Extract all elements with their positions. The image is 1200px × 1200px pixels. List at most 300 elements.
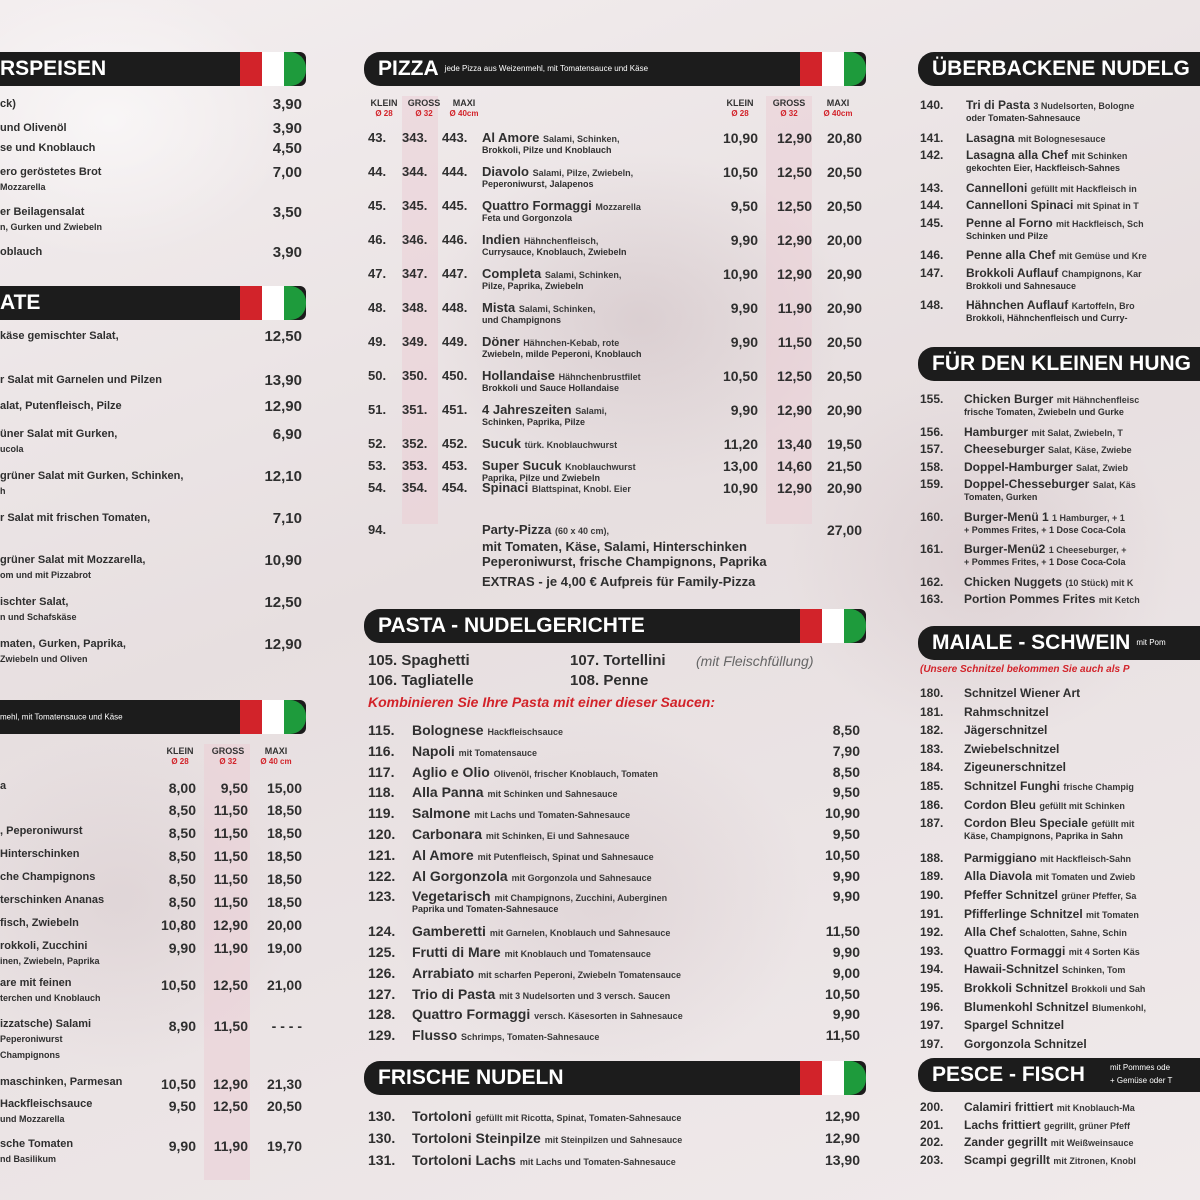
pasta-sort: 107. Tortellini [570, 652, 666, 669]
item-number-gross: 349. [402, 334, 428, 349]
item-number: 126. [368, 964, 396, 981]
price-klein: 10,80 [160, 917, 196, 933]
item-name: Chicken Nuggets [964, 574, 1063, 589]
price-maxi: 20,50 [826, 198, 862, 214]
item-text: rokkoli, Zucchini [0, 940, 88, 952]
menu-item [412, 888, 668, 915]
menu-item [0, 940, 100, 966]
item-number: 184. [920, 760, 944, 775]
item-price: 12,90 [824, 1130, 860, 1146]
pizza-item [482, 402, 607, 427]
item-number: 186. [920, 797, 944, 812]
menu-item [964, 477, 1136, 502]
menu-item [964, 686, 1080, 700]
price-klein: 9,50 [168, 1098, 196, 1114]
item-price: 12,90 [824, 1108, 860, 1124]
item-text: terschinken Ananas [0, 894, 105, 906]
price-klein: 10,50 [160, 1076, 196, 1092]
menu-item [964, 869, 1135, 883]
item-desc: (60 x 40 cm), [555, 526, 610, 536]
item-name: Scampi gegrillt [964, 1152, 1051, 1167]
item-name: Lachs frittiert [964, 1117, 1041, 1132]
item-number: 142. [920, 148, 944, 162]
item-name: Chicken Burger [964, 392, 1054, 406]
item-price: 6,90 [272, 426, 302, 443]
item-price: 11,50 [825, 1027, 860, 1044]
item-name: Indien [482, 232, 521, 247]
item-desc: Salami, Schinken, [542, 134, 620, 144]
item-number: 129. [368, 1027, 396, 1044]
price-klein: 9,90 [730, 232, 758, 248]
price-gross: 11,50 [213, 825, 248, 841]
item-desc-line2: Peperoniwurst, Jalapenos [482, 179, 594, 189]
item-number: 195. [920, 981, 944, 995]
section-title: RSPEISEN [0, 57, 107, 80]
item-text: r Salat mit Garnelen und Pilzen [0, 374, 162, 386]
item-desc-line2: Paprika, Pilze und Zwiebeln [482, 473, 601, 483]
item-number: 140. [920, 98, 944, 112]
item-desc: mit Gemüse und Kre [1058, 251, 1147, 261]
price-gross: 12,90 [776, 232, 812, 248]
item-number-klein: 44. [368, 164, 387, 179]
menu-item [964, 1018, 1064, 1032]
item-price: 7,10 [272, 510, 302, 527]
item-name: Burger-Menü 1 [964, 509, 1049, 524]
item-price: 3,50 [272, 204, 302, 221]
item-name: Lasagna [966, 130, 1015, 145]
menu-item [964, 742, 1059, 756]
section-header-vorspeisen [0, 52, 306, 86]
item-desc: mit Bolognesesauce [1018, 133, 1106, 144]
price-gross: 11,90 [213, 940, 248, 956]
item-desc-line2: + Pommes Frites, + 1 Dose Coca-Cola [964, 524, 1126, 535]
item-number: 124. [368, 923, 396, 940]
item-number-klein: 47. [368, 266, 387, 281]
item-number: 158. [920, 459, 944, 474]
item-desc: mit Hackfleisch, Sch [1056, 218, 1144, 229]
item-desc-line2: Paprika und Tomaten-Sahnesauce [412, 904, 559, 915]
price-gross: 12,50 [212, 977, 248, 993]
section-subtitle: mit Pommes ode [1110, 1063, 1171, 1072]
item-number: 155. [920, 392, 944, 406]
item-name: Quattro Formaggi [964, 943, 1066, 958]
item-number: 143. [920, 180, 944, 195]
item-price: 12,50 [264, 328, 302, 345]
item-desc: frische Champig [1063, 782, 1134, 792]
italian-flag-icon [240, 286, 306, 320]
price-gross: 12,50 [212, 1098, 248, 1114]
item-price: 9,00 [832, 964, 860, 981]
item-name: Party-Pizza [482, 522, 552, 537]
menu-item [412, 1152, 676, 1168]
menu-item [0, 780, 6, 792]
price-maxi: 20,00 [826, 232, 862, 248]
item-desc: Salami, [575, 406, 607, 416]
item-number: 193. [920, 943, 944, 958]
pizza-item [482, 198, 641, 223]
item-name: Zander gegrillt [964, 1135, 1048, 1149]
menu-item [964, 962, 1125, 976]
item-desc: Blumenkohl, [1092, 1002, 1147, 1013]
item-name: Calamiri frittiert [964, 1100, 1054, 1114]
item-name: Quattro Formaggi [482, 198, 592, 213]
menu-item [966, 181, 1137, 195]
item-desc: (10 Stück) mit K [1065, 577, 1134, 588]
item-name: Brokkoli Auflauf [966, 265, 1059, 280]
price-maxi: 20,90 [826, 480, 862, 496]
item-number: 116. [368, 742, 395, 759]
price-maxi: 21,30 [266, 1076, 302, 1092]
item-desc: grüner Pfeffer, Sa [1061, 891, 1137, 901]
menu-item [412, 805, 630, 821]
item-desc-line2: Feta und Gorgonzola [482, 213, 572, 223]
menu-item [0, 428, 118, 454]
item-text: käse gemischter Salat, [0, 330, 119, 342]
item-desc: Hähnchen-Kebab, rote [523, 338, 620, 348]
item-number-maxi: 446. [442, 232, 468, 247]
item-name: Burger-Menü2 [964, 542, 1046, 556]
menu-item [964, 925, 1127, 939]
item-desc-line2: terchen und Knoblauch [0, 993, 101, 1003]
menu-item [964, 460, 1128, 474]
item-number: 191. [920, 906, 944, 921]
item-name: Tortoloni [412, 1108, 472, 1124]
menu-item [412, 1130, 682, 1146]
section-title: ÜBERBACKENE NUDELG [932, 57, 1190, 80]
menu-item [966, 215, 1144, 241]
pizza-item [482, 368, 641, 393]
item-number-gross: 343. [402, 130, 428, 145]
size-header-left: KLEIN GROSS MAXI Ø 28 Ø 32 Ø 40cm [370, 98, 479, 118]
item-desc-line2: gekochten Eier, Hackfleisch-Sahnes [966, 163, 1121, 173]
menu-item [412, 1006, 683, 1022]
menu-item [964, 944, 1140, 958]
item-number: 157. [920, 442, 944, 456]
item-desc: mit Knoblauch-Ma [1056, 1103, 1135, 1113]
item-desc: Salat, Zwieb [1076, 462, 1129, 473]
item-number-klein: 48. [368, 300, 387, 315]
price-maxi: 19,00 [266, 940, 302, 956]
item-name: Napoli [412, 742, 455, 759]
item-number-maxi: 454. [442, 480, 468, 495]
item-desc: Blattspinat, Knobl. Eier [531, 484, 631, 494]
item-desc-line2: Mozzarella [0, 182, 46, 192]
item-price: 12,90 [264, 398, 302, 415]
schnitzel-note: (Unsere Schnitzel bekommen Sie auch als P [920, 664, 1130, 675]
menu-item [964, 760, 1066, 774]
item-name: Bolognese [412, 722, 484, 738]
extras-note: EXTRAS - je 4,00 € Aufpreis für Family-Pizza [482, 574, 756, 589]
item-desc: Hähnchenbrustfilet [558, 372, 641, 382]
menu-item [0, 1138, 74, 1164]
item-name: Zigeunerschnitzel [964, 760, 1067, 775]
menu-item [964, 981, 1145, 995]
item-desc: Salami, Schinken, [544, 270, 622, 280]
price-klein: 13,00 [722, 458, 758, 474]
price-klein: 10,50 [722, 368, 758, 384]
menu-item [964, 816, 1135, 842]
item-name: Lasagna alla Chef [966, 148, 1069, 162]
item-desc: mit Lachs und Tomaten-Sahnesauce [474, 810, 631, 821]
item-number: 117. [368, 763, 395, 780]
item-number: 120. [368, 826, 396, 842]
item-desc: mit Hackfleisch-Sahn [1040, 853, 1132, 864]
item-desc-line2: n, Gurken und Zwiebeln [0, 222, 103, 232]
item-number-klein: 53. [368, 458, 387, 473]
item-name: Sucuk [482, 436, 522, 451]
item-number: 156. [920, 424, 944, 439]
item-number: 144. [920, 198, 944, 212]
item-number: 201. [920, 1117, 944, 1132]
item-number-klein: 49. [368, 334, 387, 349]
item-number: 130. [368, 1108, 396, 1124]
price-maxi: 20,90 [826, 402, 862, 418]
price-gross: 12,90 [212, 1076, 248, 1092]
menu-item [966, 248, 1147, 262]
section-title: MAIALE - SCHWEIN [932, 631, 1131, 654]
item-number-gross: 346. [402, 232, 428, 247]
item-desc: Salami, Schinken, [518, 304, 596, 314]
item-number-gross: 348. [402, 300, 428, 315]
item-name: Doppel-Chesseburger [964, 477, 1090, 491]
section-header-salate [0, 286, 306, 320]
size-header-right: KLEIN GROSS MAXI Ø 28 Ø 32 Ø 40cm [726, 98, 853, 118]
item-desc: gefüllt mit Schinken [1039, 800, 1125, 811]
item-price: 9,90 [832, 867, 860, 884]
menu-item [412, 868, 652, 884]
menu-item [964, 442, 1132, 456]
item-desc-line2: Käse, Champignons, Paprika in Sahn [964, 831, 1124, 842]
menu-item [966, 98, 1135, 123]
item-name: Frutti di Mare [412, 944, 501, 960]
item-number-klein: 52. [368, 436, 387, 451]
item-price: 4,50 [272, 140, 302, 157]
section-title: PIZZA [378, 57, 439, 80]
price-maxi: 21,00 [266, 977, 302, 993]
item-name: Zwiebelschnitzel [964, 741, 1060, 756]
item-price: 13,90 [824, 1152, 860, 1168]
item-name: Spinaci [482, 480, 529, 495]
item-price: 12,90 [264, 636, 302, 653]
item-number: 180. [920, 686, 944, 700]
menu-item [412, 944, 651, 960]
pizza-item [482, 130, 620, 155]
menu-item [964, 1118, 1130, 1132]
item-desc: Hähnchenfleisch, [523, 236, 599, 246]
item-name: Al Amore [482, 130, 540, 145]
menu-item [964, 1037, 1087, 1051]
item-name: Brokkoli Schnitzel [964, 981, 1069, 995]
price-klein: 10,50 [160, 977, 196, 993]
item-text: sche Tomaten [0, 1138, 74, 1150]
diameter-28: Ø 28 [171, 757, 189, 766]
menu-item [964, 888, 1136, 902]
item-number: 161. [920, 542, 944, 556]
item-text: , Peperoniwurst [0, 825, 83, 837]
item-text: fisch, Zwiebeln [0, 917, 79, 929]
price-klein: 8,50 [168, 802, 196, 818]
item-text: üner Salat mit Gurken, [0, 428, 118, 440]
pizza-item [482, 266, 622, 291]
item-name: 4 Jahreszeiten [482, 402, 572, 417]
item-desc-line2: Brokkoli, Pilze und Knoblauch [482, 145, 612, 155]
item-text: maten, Gurken, Paprika, [0, 638, 126, 650]
item-number-gross: 354. [402, 480, 428, 495]
item-desc-line2: Brokkoli und Sauce Hollandaise [482, 383, 620, 393]
menu-item [0, 554, 146, 580]
menu-item [964, 851, 1131, 865]
item-desc-line2: Schinken und Pilze [966, 230, 1049, 241]
item-number-maxi: 448. [442, 300, 468, 315]
section-header-pesce [918, 1058, 1200, 1092]
item-desc: mit scharfen Peperoni, Zwiebeln Tomatensauce [478, 969, 682, 980]
item-desc-line2: Zwiebeln und Oliven [0, 654, 88, 664]
item-text: a [0, 780, 7, 792]
menu-item [412, 784, 618, 800]
item-name: Cheeseburger [964, 442, 1045, 456]
item-number: 121. [368, 846, 396, 863]
item-name: Carbonara [412, 826, 483, 842]
item-number-gross: 352. [402, 436, 428, 451]
italian-flag-icon [800, 52, 866, 86]
item-desc-line2: Currysauce, Knoblauch, Zwiebeln [482, 247, 627, 257]
item-desc: Schalotten, Sahne, Schin [1019, 928, 1127, 939]
italian-flag-icon [240, 700, 306, 734]
menu-item [412, 764, 658, 780]
col-klein: KLEIN [166, 746, 194, 756]
section-header-pizza [364, 52, 866, 86]
menu-item [0, 374, 162, 386]
item-desc: Hackfleischsauce [487, 727, 564, 737]
item-name: Schnitzel Wiener Art [964, 686, 1081, 700]
item-name: Flusso [412, 1027, 458, 1044]
item-desc: Schinken, Tom [1062, 965, 1126, 976]
price-maxi: 20,50 [826, 334, 862, 350]
item-desc-line2: Peperoniwurst [0, 1034, 63, 1044]
section-subtitle: mehl, mit Tomatensauce und Käse [0, 712, 123, 722]
item-desc: mit Schinken [1071, 151, 1128, 161]
item-name: Arrabiato [412, 964, 475, 981]
item-desc-line2: frische Tomaten, Zwiebeln und Gurke [964, 407, 1124, 417]
item-number: 119. [368, 805, 395, 822]
item-text: Hinterschinken [0, 848, 80, 860]
price-klein: 8,00 [168, 780, 196, 796]
item-desc-line2: mit Tomaten, Käse, Salami, Hinterschinken [482, 539, 747, 554]
item-name: Rahmschnitzel [964, 704, 1049, 719]
menu-item [0, 98, 16, 110]
menu-item [412, 722, 563, 738]
price-gross: 11,50 [213, 848, 248, 864]
item-name: Salmone [412, 805, 471, 822]
item-desc: mit Schinken und Sahnesauce [487, 789, 618, 800]
menu-item [964, 723, 1047, 737]
section-title: ATE [0, 291, 41, 314]
item-number: 141. [920, 130, 944, 145]
item-name: Hamburger [964, 424, 1029, 439]
item-desc-line2: om und mit Pizzabrot [0, 570, 91, 580]
item-price: 3,90 [272, 96, 302, 113]
price-klein: 10,90 [722, 130, 758, 146]
item-desc: mit Schinken, Ei und Sahnesauce [485, 831, 630, 841]
menu-item [964, 779, 1134, 793]
item-desc: Champignons, Kar [1061, 268, 1142, 279]
item-name: Döner [482, 334, 520, 349]
item-name: Hähnchen Auflauf [966, 298, 1069, 312]
item-desc: Salat, Käse, Zwiebe [1048, 445, 1132, 455]
item-name: Gamberetti [412, 923, 486, 940]
menu-item [964, 705, 1049, 719]
item-price: 3,90 [272, 244, 302, 261]
section-header-pasta [364, 609, 866, 643]
item-number-gross: 347. [402, 266, 428, 281]
item-text: und Olivenöl [0, 122, 67, 134]
item-desc: Schrimps, Tomaten-Sahnesauce [461, 1032, 600, 1043]
price-gross: 13,40 [776, 436, 812, 452]
item-name: Tortoloni Lachs [412, 1152, 516, 1168]
item-price: 9,50 [832, 784, 860, 801]
menu-item [0, 122, 67, 134]
menu-item [0, 1098, 93, 1124]
menu-item [0, 825, 83, 837]
menu-item [412, 1108, 681, 1124]
item-desc: mit Ketch [1098, 595, 1140, 605]
item-text: er Beilagensalat [0, 206, 85, 218]
menu-item [0, 894, 104, 906]
menu-item [0, 246, 42, 258]
item-price: 9,90 [832, 1006, 860, 1023]
menu-item [0, 166, 102, 192]
menu-item [0, 142, 95, 154]
item-desc: mit Lachs und Tomaten-Sahnesauce [519, 1157, 676, 1167]
price-klein: 9,90 [730, 300, 758, 316]
item-price: 7,00 [272, 164, 302, 181]
item-desc: gefüllt mit Ricotta, Spinat, Tomaten-Sahnesauce [475, 1113, 682, 1123]
price-klein: 9,90 [168, 940, 196, 956]
item-number: 185. [920, 779, 944, 793]
item-desc: 1 Cheeseburger, + [1048, 545, 1127, 555]
price-gross: 11,50 [213, 802, 248, 818]
item-desc: mit Weißweinsauce [1050, 1138, 1134, 1148]
menu-item [964, 542, 1127, 567]
price-klein: 8,90 [168, 1018, 196, 1034]
item-number-klein: 54. [368, 480, 387, 495]
item-price: 9,90 [832, 944, 860, 960]
menu-item [0, 917, 79, 929]
item-desc-line2: Brokkoli, Hähnchenfleisch und Curry- [966, 313, 1128, 323]
item-desc: mit Garnelen, Knoblauch und Sahnesauce [489, 928, 671, 939]
menu-item [966, 198, 1139, 212]
item-name: Hawaii-Schnitzel [964, 962, 1059, 977]
item-desc: Salami, Pilze, Zwiebeln, [532, 168, 634, 178]
item-number: 118. [368, 784, 395, 801]
item-name: Schnitzel Funghi [964, 779, 1060, 793]
item-desc: mit Gorgonzola und Sahnesauce [511, 872, 652, 883]
item-desc-line2: und Champignons [482, 315, 561, 325]
item-desc: gefüllt mit Hackfleisch in [1030, 183, 1137, 194]
item-number-klein: 50. [368, 368, 387, 383]
item-price: 8,50 [832, 763, 860, 780]
item-name: Quattro Formaggi [412, 1006, 531, 1023]
item-number: 196. [920, 999, 944, 1014]
pizza-item [482, 480, 631, 495]
item-number: 182. [920, 723, 944, 738]
size-header [150, 746, 310, 770]
item-number-klein: 51. [368, 402, 387, 417]
item-desc-line3: Champignons [0, 1050, 60, 1060]
item-desc: mit Tomaten und Zwieb [1035, 872, 1136, 883]
italian-flag-icon [240, 52, 306, 86]
price-gross: 12,90 [776, 266, 812, 282]
